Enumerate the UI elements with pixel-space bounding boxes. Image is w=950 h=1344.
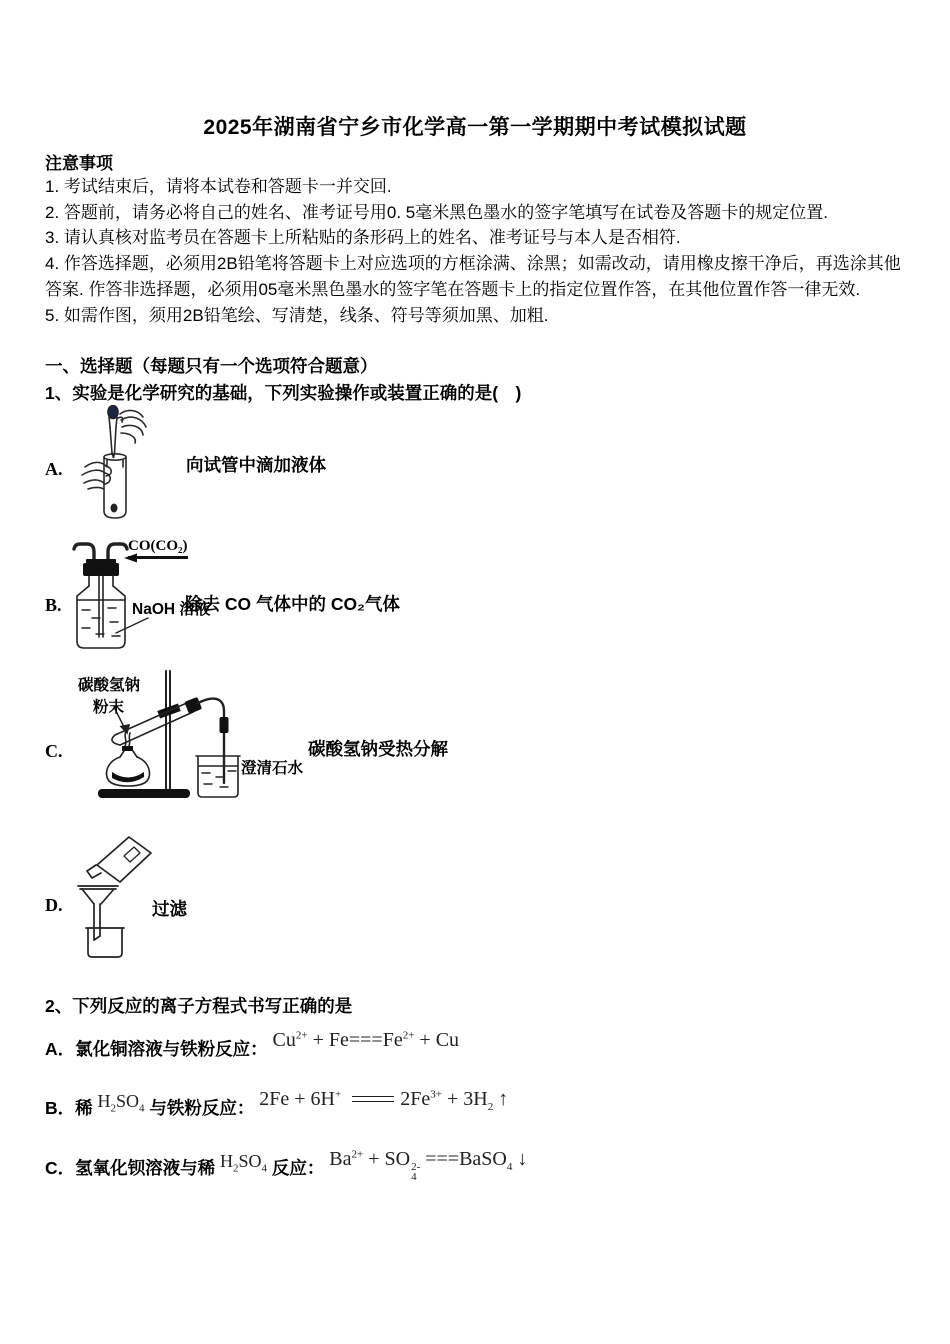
q2-option-b-equation: 2Fe + 6H+ $2Fe^{3+} + 3H_2$ ↑ bbox=[259, 1088, 509, 1113]
q1-option-a-caption: 向试管中滴加液体 bbox=[186, 455, 326, 475]
q1-option-b-caption: 除去 CO 气体中的 CO₂气体 bbox=[185, 594, 400, 614]
bottle-stopper bbox=[83, 563, 119, 576]
gas-flow-label: CO(CO₂) bbox=[128, 538, 188, 557]
q2-option-c bbox=[45, 1148, 528, 1191]
q1-option-c-caption: 碳酸氢钠受热分解 bbox=[308, 739, 448, 759]
beaker-label: 澄清石水 bbox=[241, 760, 304, 777]
notice-heading: 注意事项 bbox=[45, 154, 113, 173]
q1-option-b-letter: B. bbox=[45, 595, 62, 615]
dropper-test-tube-figure bbox=[80, 405, 180, 540]
delivery-tube bbox=[198, 699, 224, 783]
q2-option-c-text-pre: C．氢氧化钡溶液与稀 bbox=[45, 1158, 216, 1178]
notice-list bbox=[45, 174, 911, 328]
stand-rod bbox=[166, 671, 170, 789]
beaker bbox=[88, 928, 122, 957]
q2-option-b-text-mid: 与铁粉反应： bbox=[149, 1098, 255, 1118]
q1-option-c-letter: C. bbox=[45, 741, 63, 761]
left-arrow-icon bbox=[122, 552, 192, 564]
q2-option-c-text-mid: 反应： bbox=[271, 1158, 325, 1178]
page-title: 2025年湖南省宁乡市化学高一第一学期期中考试模拟试题 bbox=[203, 116, 747, 139]
notice-item: 2. 答题前，请务必将自己的姓名、准考证号用0. 5毫米黑色墨水的签字笔填写在试卷及答题卡的规定位置. bbox=[45, 202, 828, 222]
stand-base bbox=[98, 789, 190, 798]
q2-option-a-text: A．氯化铜溶液与铁粉反应： bbox=[45, 1039, 268, 1059]
notice-item: 4. 作答选择题，必须用2B铅笔将答题卡上对应选项的方框涂满、涂黑；如需改动，请用橡皮擦干净后，再选涂其他答案. 作答非选择题，必须用05毫米黑色墨水的签字笔在答题卡上的指定位置作答，在其他位置作答一律无效. bbox=[45, 254, 901, 299]
q2-option-b-formula: $H_2SO_4$ bbox=[97, 1091, 145, 1115]
q2-option-b bbox=[45, 1088, 509, 1120]
q1-option-a-letter: A. bbox=[45, 459, 63, 479]
pouring-bottle bbox=[97, 837, 151, 882]
q2-option-a bbox=[45, 1029, 460, 1061]
powder-label-line1: 碳酸氢钠 bbox=[78, 677, 141, 694]
question2-text: 2、下列反应的离子方程式书写正确的是 bbox=[45, 996, 353, 1016]
q2-option-c-formula: $H_2SO_4$ bbox=[220, 1151, 268, 1175]
funnel bbox=[78, 886, 118, 889]
notice-item: 1. 考试结束后，请将本试卷和答题卡一并交回. bbox=[45, 177, 392, 196]
q1-option-d-letter: D. bbox=[45, 895, 63, 915]
solution-label: NaOH 溶液 bbox=[132, 601, 211, 618]
question1-text: 1、实验是化学研究的基础，下列实验操作或装置正确的是( ) bbox=[45, 383, 522, 403]
section1-heading: 一、选择题（每题只有一个选项符合题意） bbox=[45, 356, 378, 376]
notice-item: 5. 如需作图，须用2B铅笔绘、写清楚，线条、符号等须加黑、加粗. bbox=[45, 305, 549, 325]
powder-label-line2: 粉末 bbox=[93, 699, 125, 716]
q2-option-b-text-pre: B．稀 bbox=[45, 1098, 93, 1118]
notice-item: 3. 请认真核对监考员在答题卡上所粘贴的条形码上的姓名、准考证号与本人是否相符. bbox=[45, 228, 681, 248]
q2-option-a-equation: $Cu^{2+} + Fe===Fe^{2+} + Cu$ bbox=[272, 1029, 460, 1051]
q2-option-c-equation: $Ba^{2+}$ + SO 2- 4 ===BaSO$_4$ ↓ bbox=[329, 1148, 528, 1183]
q1-option-d-caption: 过滤 bbox=[152, 899, 187, 919]
